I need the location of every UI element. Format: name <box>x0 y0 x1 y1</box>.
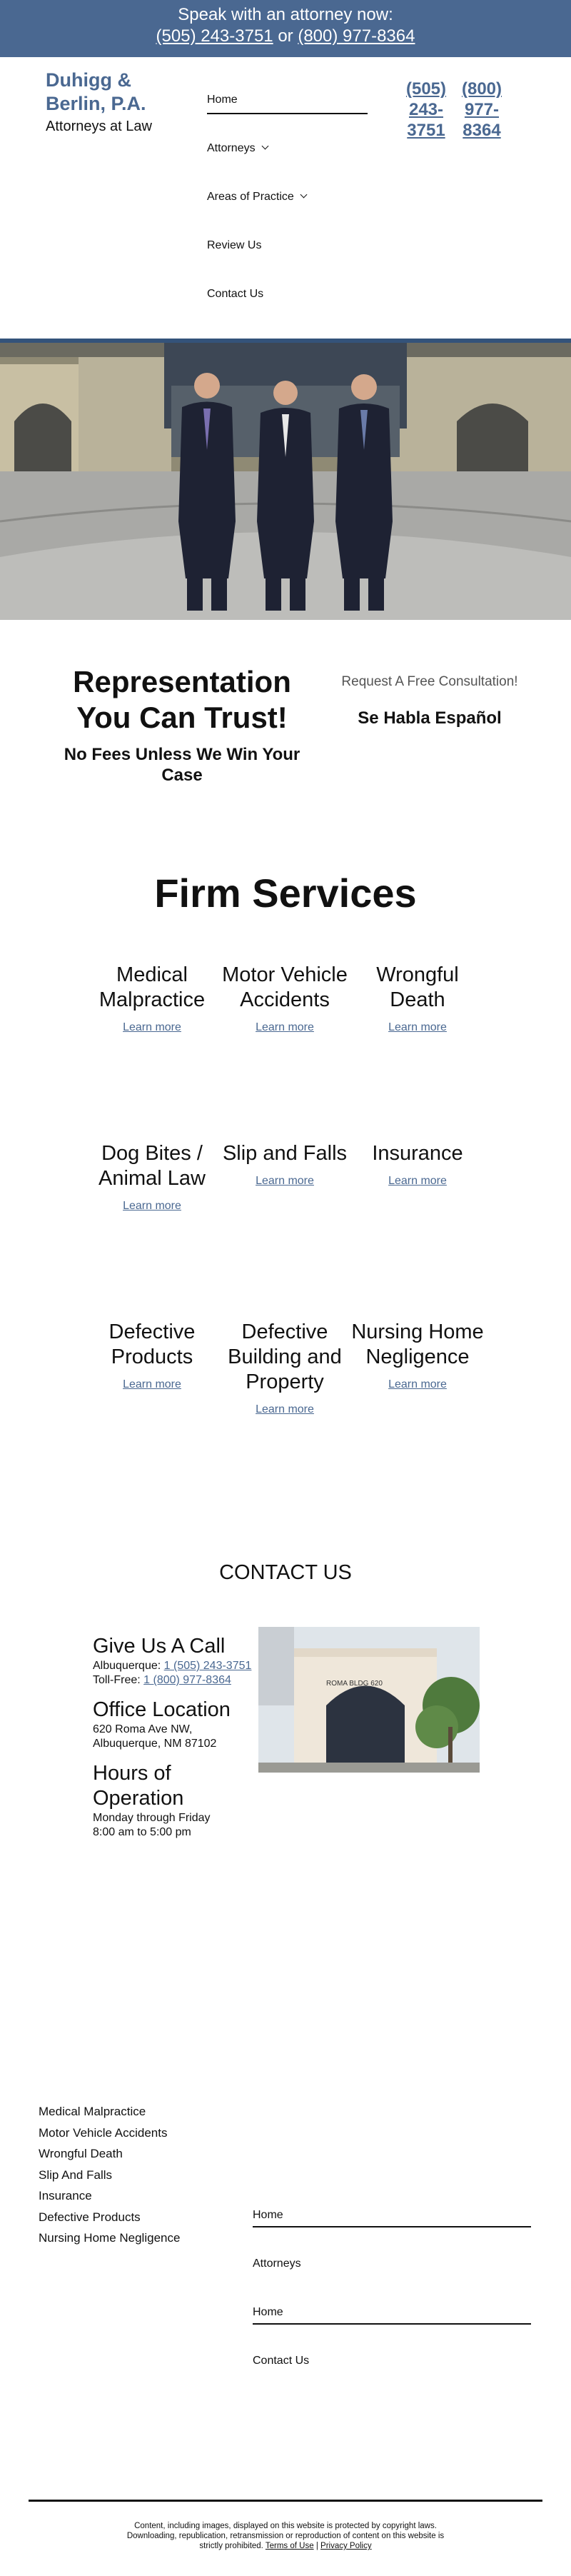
footer-practice-item[interactable]: Slip And Falls <box>39 2167 112 2182</box>
nav-item-areas-of-practice[interactable] <box>207 189 368 237</box>
learn-more-link[interactable]: Learn more <box>123 1021 181 1033</box>
privacy-link[interactable]: Privacy Policy <box>320 2542 372 2550</box>
footer-practice-item[interactable]: Insurance <box>39 2189 92 2202</box>
copyright-text: Content, including images, displayed on this website is protected by copyright laws. Downloading, republication, retransmission or reproduction of content on this website is strictly prohibited. <box>126 2522 445 2550</box>
learn-more-link[interactable]: Learn more <box>388 1021 447 1033</box>
legal-separator: | <box>315 2542 318 2550</box>
intro-headline-block <box>43 664 321 786</box>
service-title: Medical Malpractice <box>98 963 206 1011</box>
learn-more-link[interactable]: Learn more <box>256 1175 314 1187</box>
attorneys-photo <box>0 343 571 620</box>
footer-practice-item[interactable]: Motor Vehicle Accidents <box>39 2125 168 2140</box>
services-grid <box>86 963 485 1534</box>
service-title: Wrongful Death <box>376 963 459 1011</box>
service-card <box>218 1141 351 1320</box>
learn-more-link[interactable]: Learn more <box>388 1175 447 1187</box>
footer-nav-label: Home <box>253 2306 531 2325</box>
service-title: Dog Bites / Animal Law <box>98 1142 206 1190</box>
chevron-down-icon <box>300 191 307 199</box>
phone-link-tollfree[interactable]: (800) 977-8364 <box>298 26 415 46</box>
header-phone-tollfree[interactable]: (800) 977-8364 <box>461 79 502 140</box>
phone-link-local[interactable]: (505) 243-3751 <box>156 26 273 46</box>
footer-nav-home-2[interactable] <box>253 2306 531 2355</box>
footer-nav-label: Home <box>253 2209 531 2227</box>
tollfree-phone-line <box>93 1673 253 1688</box>
footer-nav-label: Contact Us <box>253 2355 310 2367</box>
service-card <box>86 963 218 1141</box>
nav-label: Contact Us <box>207 288 264 300</box>
site-footer <box>0 2077 571 2477</box>
nav-item-review-us[interactable] <box>207 237 368 286</box>
service-card <box>86 1141 218 1320</box>
legal-notice <box>121 2521 450 2551</box>
learn-more-link[interactable]: Learn more <box>123 1378 181 1390</box>
footer-practice-item[interactable]: Nursing Home Negligence <box>39 2231 181 2245</box>
service-card <box>86 1320 218 1534</box>
service-title: Motor Vehicle Accidents <box>222 963 348 1011</box>
nav-label: Attorneys <box>207 142 256 154</box>
brand[interactable] <box>46 69 181 136</box>
services-row <box>86 1141 485 1320</box>
hero-image <box>0 339 571 620</box>
contact-section <box>0 1634 571 2077</box>
page-title: Representation You Can Trust! <box>73 665 291 734</box>
building-sign: ROMA BLDG 620 <box>326 1680 383 1688</box>
albuquerque-label: Albuquerque: <box>93 1660 161 1672</box>
contact-details <box>93 1634 253 1850</box>
site-header <box>0 57 571 339</box>
learn-more-link[interactable]: Learn more <box>256 1021 314 1033</box>
footer-nav-contact-us[interactable] <box>253 2355 531 2403</box>
nav-label: Review Us <box>207 239 262 251</box>
footer-divider <box>29 2500 542 2502</box>
hours-block <box>93 1761 253 1840</box>
hours-heading: Hours of Operation <box>93 1762 184 1810</box>
tollfree-label: Toll-Free: <box>93 1674 141 1686</box>
service-card <box>218 963 351 1141</box>
service-title: Defective Products <box>108 1320 196 1368</box>
tollfree-phone-link[interactable]: 1 (800) 977-8364 <box>143 1674 231 1686</box>
nav-label: Home <box>207 91 368 114</box>
service-title: Slip and Falls <box>222 1142 348 1165</box>
top-call-bar <box>0 0 571 57</box>
service-title: Insurance <box>372 1142 463 1165</box>
nav-item-attorneys[interactable] <box>207 140 368 189</box>
intro-side-block <box>330 674 530 728</box>
service-card <box>351 1320 484 1534</box>
learn-more-link[interactable]: Learn more <box>388 1378 447 1390</box>
services-title: Firm Services <box>154 871 417 916</box>
nav-item-home[interactable] <box>207 91 368 140</box>
footer-nav-attorneys[interactable] <box>253 2257 531 2306</box>
main-nav <box>207 91 368 334</box>
address-line-1: 620 Roma Ave NW, <box>93 1723 193 1735</box>
terms-link[interactable]: Terms of Use <box>265 2542 314 2550</box>
footer-nav-home[interactable] <box>253 2209 531 2257</box>
hours-days: Monday through Friday <box>93 1812 211 1824</box>
header-phone-local[interactable]: (505) 243-3751 <box>405 79 447 140</box>
services-row <box>86 963 485 1141</box>
service-title: Nursing Home Negligence <box>351 1320 484 1368</box>
service-card <box>218 1320 351 1534</box>
service-title: Defective Building and Property <box>228 1320 342 1393</box>
learn-more-link[interactable]: Learn more <box>123 1200 181 1212</box>
nav-label: Areas of Practice <box>207 191 294 203</box>
service-card <box>351 963 484 1141</box>
address-line-2: Albuquerque, NM 87102 <box>93 1738 217 1750</box>
intro-section <box>0 620 571 834</box>
hours-time: 8:00 am to 5:00 pm <box>93 1826 191 1838</box>
albuquerque-phone-line <box>93 1659 253 1673</box>
call-heading: Give Us A Call <box>93 1635 226 1658</box>
footer-nav-label: Attorneys <box>253 2257 301 2270</box>
albuquerque-phone-link[interactable]: 1 (505) 243-3751 <box>163 1660 252 1672</box>
footer-practice-list <box>39 2101 180 2249</box>
or-text: or <box>278 26 293 46</box>
header-phones <box>404 79 504 141</box>
brand-name: Duhigg & Berlin, P.A. <box>46 69 146 114</box>
call-block <box>93 1634 253 1688</box>
learn-more-link[interactable]: Learn more <box>256 1403 314 1415</box>
nav-item-contact-us[interactable] <box>207 286 368 334</box>
footer-practice-item[interactable]: Wrongful Death <box>39 2147 123 2160</box>
chevron-down-icon <box>261 143 268 150</box>
contact-title: CONTACT US <box>219 1561 352 1584</box>
office-building-photo <box>258 1627 480 1773</box>
office-block <box>93 1698 253 1751</box>
services-row <box>86 1320 485 1534</box>
service-card <box>351 1141 484 1320</box>
no-fees-subtitle: No Fees Unless We Win Your Case <box>64 745 300 785</box>
footer-practice-item[interactable]: Medical Malpractice <box>39 2105 146 2118</box>
footer-nav <box>253 2209 531 2403</box>
call-prompt: Speak with an attorney now: <box>178 5 393 24</box>
free-consultation-link[interactable]: Request A Free Consultation! <box>341 674 518 689</box>
brand-subtitle: Attorneys at Law <box>46 119 152 134</box>
footer-practice-item[interactable]: Defective Products <box>39 2210 141 2224</box>
spanish-note: Se Habla Español <box>358 708 502 728</box>
call-phones <box>0 26 571 47</box>
office-heading: Office Location <box>93 1698 231 1721</box>
